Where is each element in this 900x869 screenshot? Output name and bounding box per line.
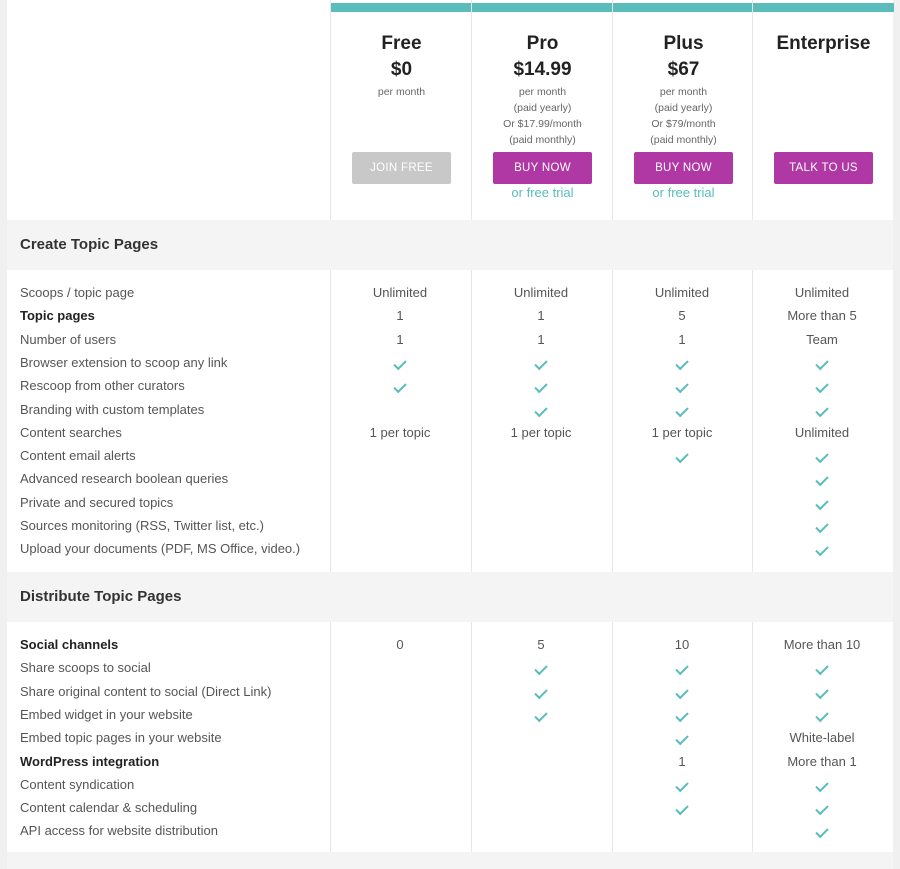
feature-row bbox=[7, 518, 893, 541]
feature-value: 1 bbox=[537, 308, 545, 324]
plan-billing-note bbox=[331, 84, 472, 100]
feature-row bbox=[7, 684, 893, 707]
feature-row bbox=[7, 355, 893, 378]
feature-value bbox=[752, 378, 892, 393]
plan-column-free bbox=[330, 0, 472, 220]
plan-name: Free bbox=[381, 33, 422, 54]
plan-accent-bar bbox=[613, 3, 754, 12]
feature-value: 1 bbox=[678, 753, 686, 769]
feature-row bbox=[7, 707, 893, 730]
feature-label: Embed widget in your website bbox=[20, 706, 193, 722]
feature-row bbox=[7, 541, 893, 564]
feature-value: 10 bbox=[674, 637, 690, 652]
feature-value: 5 bbox=[537, 637, 545, 652]
feature-value bbox=[752, 823, 892, 838]
feature-label: Content searches bbox=[20, 424, 122, 440]
plan-cta-button[interactable]: TALK TO US bbox=[774, 152, 873, 184]
check-icon bbox=[534, 380, 547, 393]
check-icon bbox=[675, 779, 688, 792]
plan-column-enterprise bbox=[752, 0, 894, 220]
check-icon bbox=[815, 662, 828, 675]
feature-value bbox=[752, 541, 892, 556]
feature-value: 1 bbox=[396, 308, 404, 324]
billing-line: per month bbox=[518, 86, 567, 98]
check-icon bbox=[815, 496, 828, 509]
feature-value: 1 per topic bbox=[651, 424, 713, 440]
billing-line: Or $79/month bbox=[651, 118, 716, 130]
feature-value bbox=[752, 402, 892, 417]
feature-value: 5 bbox=[678, 308, 686, 324]
feature-label: API access for website distribution bbox=[20, 823, 218, 839]
check-icon bbox=[815, 357, 828, 370]
feature-row bbox=[7, 637, 893, 660]
plan-billing-note bbox=[613, 84, 754, 148]
check-icon bbox=[675, 357, 688, 370]
feature-value: More than 1 bbox=[787, 753, 857, 769]
feature-value: 0 bbox=[396, 637, 404, 652]
feature-label: Number of users bbox=[20, 331, 117, 347]
feature-value bbox=[612, 355, 752, 370]
feature-value bbox=[752, 777, 892, 792]
free-trial-link[interactable]: or free trial bbox=[652, 185, 715, 200]
check-icon bbox=[534, 685, 547, 698]
feature-label: Browser extension to scoop any link bbox=[20, 354, 228, 370]
check-icon bbox=[815, 685, 828, 698]
check-icon bbox=[675, 685, 688, 698]
check-icon bbox=[534, 709, 547, 722]
feature-value bbox=[612, 378, 752, 393]
feature-row bbox=[7, 754, 893, 777]
feature-value bbox=[612, 777, 752, 792]
section-header bbox=[7, 572, 893, 622]
check-icon bbox=[534, 662, 547, 675]
feature-value: 1 bbox=[678, 331, 686, 347]
check-icon bbox=[675, 732, 688, 745]
check-icon bbox=[815, 709, 828, 722]
feature-value bbox=[752, 448, 892, 463]
billing-line: (paid yearly) bbox=[513, 102, 572, 114]
check-icon bbox=[815, 380, 828, 393]
feature-row bbox=[7, 448, 893, 471]
check-icon bbox=[815, 520, 828, 533]
check-icon bbox=[675, 802, 688, 815]
feature-label: Advanced research boolean queries bbox=[20, 471, 229, 487]
feature-label: Private and secured topics bbox=[20, 494, 174, 510]
check-icon bbox=[534, 357, 547, 370]
feature-value bbox=[330, 378, 470, 393]
feature-row bbox=[7, 402, 893, 425]
feature-row bbox=[7, 777, 893, 800]
check-icon bbox=[393, 357, 406, 370]
plan-accent-bar bbox=[331, 3, 472, 12]
plan-accent-bar bbox=[472, 3, 613, 12]
feature-value bbox=[612, 730, 752, 745]
check-icon bbox=[815, 473, 828, 486]
check-icon bbox=[675, 450, 688, 463]
plan-cta-button[interactable]: JOIN FREE bbox=[352, 152, 451, 184]
feature-value: White-label bbox=[789, 730, 855, 746]
check-icon bbox=[815, 802, 828, 815]
feature-value bbox=[752, 707, 892, 722]
feature-label: Sources monitoring (RSS, Twitter list, etc.) bbox=[20, 518, 264, 533]
feature-row bbox=[7, 378, 893, 401]
feature-value bbox=[471, 660, 611, 675]
feature-value bbox=[752, 518, 892, 533]
feature-label: Scoops / topic page bbox=[20, 285, 135, 300]
plan-name: Plus bbox=[663, 33, 704, 54]
feature-row bbox=[7, 425, 893, 448]
billing-line: per month bbox=[659, 86, 708, 98]
feature-value bbox=[471, 355, 611, 370]
feature-value bbox=[612, 448, 752, 463]
check-icon bbox=[675, 403, 688, 416]
check-icon bbox=[815, 403, 828, 416]
feature-label: Share scoops to social bbox=[20, 660, 151, 676]
feature-label: Rescoop from other curators bbox=[20, 378, 185, 394]
plan-price: $14.99 bbox=[513, 59, 572, 80]
plan-price: $0 bbox=[390, 59, 413, 80]
feature-value: Unlimited bbox=[654, 285, 710, 300]
check-icon bbox=[675, 709, 688, 722]
feature-row bbox=[7, 495, 893, 518]
feature-value: More than 5 bbox=[787, 308, 857, 324]
feature-label: Upload your documents (PDF, MS Office, video.) bbox=[20, 541, 301, 557]
feature-label: Topic pages bbox=[20, 308, 95, 324]
feature-row bbox=[7, 332, 893, 355]
billing-line: (paid monthly) bbox=[650, 134, 717, 146]
billing-line: (paid yearly) bbox=[654, 102, 713, 114]
feature-row bbox=[7, 800, 893, 823]
feature-value: Unlimited bbox=[794, 285, 850, 300]
plan-column-pro bbox=[471, 0, 613, 220]
feature-value bbox=[471, 402, 611, 417]
section-title: Create Topic Pages bbox=[20, 236, 159, 253]
billing-line: (paid monthly) bbox=[509, 134, 576, 146]
feature-label: Content email alerts bbox=[20, 448, 136, 464]
feature-value bbox=[752, 355, 892, 370]
feature-value bbox=[471, 707, 611, 722]
plan-billing-note bbox=[472, 84, 613, 148]
check-icon bbox=[815, 825, 828, 838]
feature-value bbox=[471, 684, 611, 699]
footer-band bbox=[7, 852, 893, 869]
check-icon bbox=[675, 380, 688, 393]
check-icon bbox=[815, 450, 828, 463]
plan-cta-button[interactable]: BUY NOW bbox=[634, 152, 733, 184]
feature-value: 1 per topic bbox=[369, 424, 431, 440]
feature-value bbox=[612, 660, 752, 675]
feature-value: 1 bbox=[537, 331, 545, 347]
feature-value bbox=[330, 355, 470, 370]
feature-value bbox=[612, 800, 752, 815]
feature-value: Team bbox=[806, 331, 838, 347]
feature-value: Unlimited bbox=[794, 424, 850, 440]
feature-value bbox=[752, 660, 892, 675]
pricing-table bbox=[7, 0, 893, 869]
check-icon bbox=[675, 662, 688, 675]
feature-label: Content calendar & scheduling bbox=[20, 800, 198, 816]
section-header bbox=[7, 220, 893, 270]
section-title: Distribute Topic Pages bbox=[20, 588, 182, 605]
free-trial-link[interactable]: or free trial bbox=[511, 185, 574, 200]
feature-value bbox=[471, 378, 611, 393]
feature-value: 1 per topic bbox=[510, 424, 572, 440]
feature-label: Social channels bbox=[20, 637, 119, 652]
feature-value: 1 bbox=[396, 331, 404, 347]
feature-value: Unlimited bbox=[372, 285, 428, 300]
feature-label: Embed topic pages in your website bbox=[20, 730, 222, 746]
feature-value bbox=[752, 495, 892, 510]
feature-row bbox=[7, 285, 893, 308]
feature-value bbox=[752, 471, 892, 486]
feature-label: Branding with custom templates bbox=[20, 401, 205, 417]
feature-row bbox=[7, 823, 893, 846]
check-icon bbox=[815, 543, 828, 556]
check-icon bbox=[393, 380, 406, 393]
feature-value: Unlimited bbox=[513, 285, 569, 300]
plan-column-plus bbox=[612, 0, 754, 220]
plan-name: Enterprise bbox=[776, 33, 871, 54]
billing-line: per month bbox=[377, 86, 426, 98]
plan-name: Pro bbox=[526, 33, 559, 54]
feature-row bbox=[7, 660, 893, 683]
feature-value bbox=[612, 684, 752, 699]
feature-label: Share original content to social (Direct Link) bbox=[20, 683, 272, 699]
check-icon bbox=[815, 779, 828, 792]
plan-price: $67 bbox=[667, 59, 700, 80]
feature-value bbox=[612, 402, 752, 417]
plan-cta-button[interactable]: BUY NOW bbox=[493, 152, 592, 184]
feature-value bbox=[752, 684, 892, 699]
feature-label: WordPress integration bbox=[20, 753, 160, 769]
check-icon bbox=[534, 403, 547, 416]
feature-value bbox=[752, 800, 892, 815]
plan-accent-bar bbox=[753, 3, 894, 12]
feature-row bbox=[7, 730, 893, 753]
feature-label: Content syndication bbox=[20, 776, 135, 792]
feature-value: More than 10 bbox=[783, 637, 861, 652]
feature-value bbox=[612, 707, 752, 722]
billing-line: Or $17.99/month bbox=[503, 118, 582, 130]
feature-row bbox=[7, 471, 893, 494]
feature-row bbox=[7, 308, 893, 331]
